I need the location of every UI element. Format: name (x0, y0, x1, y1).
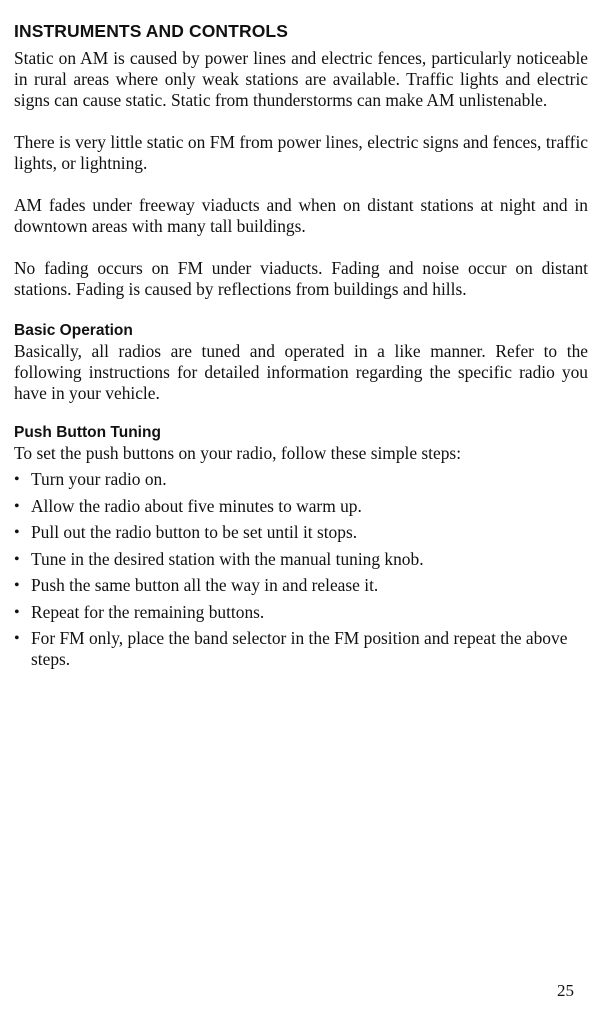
basic-operation-heading: Basic Operation (14, 322, 133, 339)
section-title: INSTRUMENTS AND CONTROLS (14, 21, 288, 41)
list-item (14, 628, 588, 670)
bullet-icon: • (14, 630, 20, 647)
bullet-icon: • (14, 577, 20, 594)
basic-operation-text: Basically, all radios are tuned and operated in a like manner. Refer to the following instructions for detailed information regarding the specific radio you have in your vehicle. (14, 341, 588, 403)
bullet-icon: • (14, 550, 20, 568)
paragraph-fm-fading: No fading occurs on FM under viaducts. Fading and noise occur on distant stations. Fading is caused by reflections from buildings and hills. (14, 258, 588, 299)
paragraph-fm-static: There is very little static on FM from power lines, electric signs and fences, traffic lights, or lightning. (14, 132, 588, 173)
bullet-icon: • (14, 524, 20, 541)
paragraph-am-static: Static on AM is caused by power lines and electric fences, particularly noticeable in rural areas where only weak stations are available. Traffic lights and electric signs can cause static. Static from thunderstorms can make AM unlistenable. (14, 48, 588, 110)
list-item (14, 602, 588, 623)
push-button-tuning-intro: To set the push buttons on your radio, follow these simple steps: (14, 443, 462, 463)
push-button-tuning-heading: Push Button Tuning (14, 424, 161, 441)
list-item (14, 522, 588, 543)
step-text: Turn your radio on. (31, 469, 167, 489)
page-number: 25 (557, 981, 574, 1000)
list-item (14, 549, 588, 570)
step-text: Tune in the desired station with the manual tuning knob. (31, 548, 424, 569)
bullet-icon: • (14, 603, 20, 621)
document-page (14, 18, 588, 676)
list-item (14, 575, 588, 596)
tuning-steps-list (14, 469, 588, 670)
list-item (14, 496, 588, 517)
step-text: Repeat for the remaining buttons. (31, 601, 265, 622)
step-text: For FM only, place the band selector in the FM position and repeat the above steps. (31, 628, 568, 669)
step-text: Pull out the radio button to be set until it stops. (31, 522, 358, 542)
bullet-icon: • (14, 497, 20, 515)
step-text: Push the same button all the way in and release it. (31, 575, 379, 595)
list-item (14, 469, 588, 490)
bullet-icon: • (14, 471, 20, 488)
step-text: Allow the radio about five minutes to warm up. (31, 495, 362, 516)
paragraph-am-fading: AM fades under freeway viaducts and when on distant stations at night and in downtown areas with many tall buildings. (14, 195, 588, 236)
